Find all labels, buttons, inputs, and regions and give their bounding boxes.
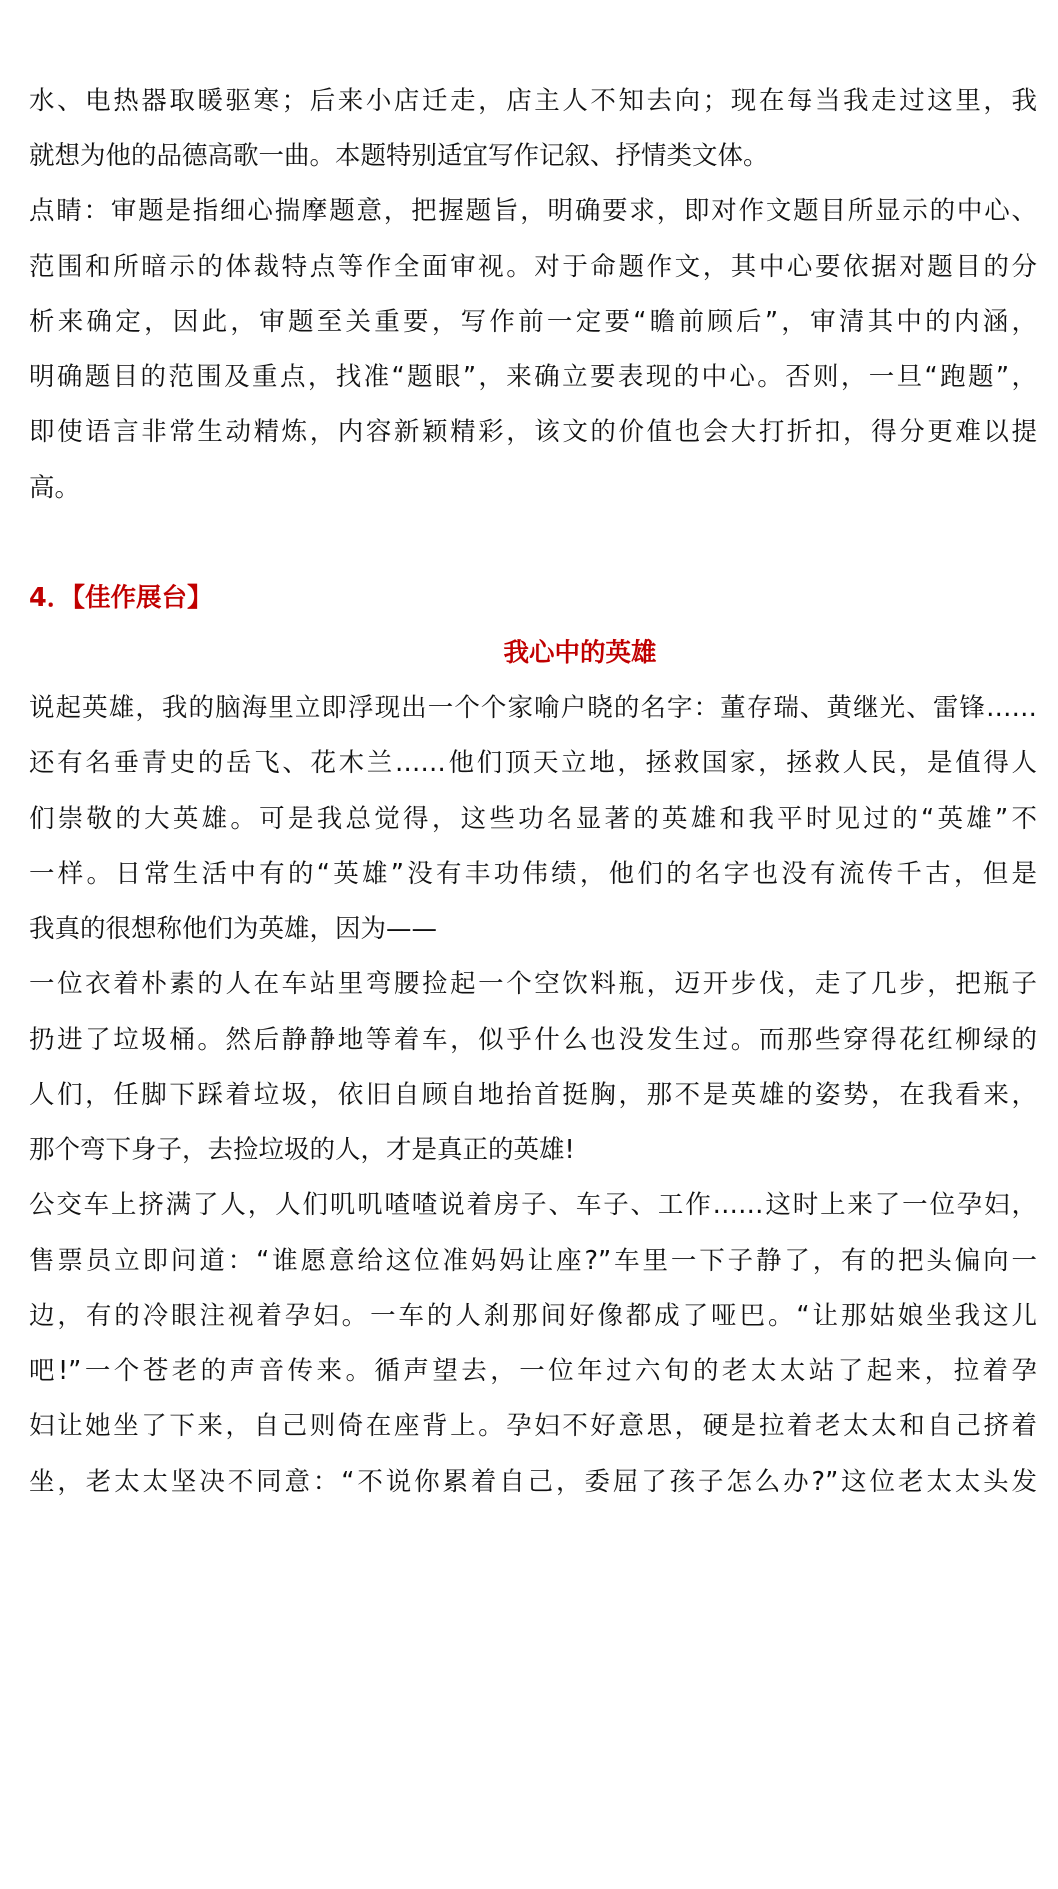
essay-title: 我心中的英雄: [503, 638, 657, 668]
intro-line: 高。: [29, 473, 81, 503]
essay-line: 们崇敬的大英雄。可是我总觉得，这些功名显著的英雄和我平时见过的“英雄”不: [29, 804, 1037, 834]
essay-line: 人们，任脚下踩着垃圾，依旧自顾自地抬首挺胸，那不是英雄的姿势，在我看来，: [29, 1080, 1037, 1110]
intro-line: 点睛：审题是指细心揣摩题意，把握题旨，明确要求，即对作文题目所显示的中心、: [29, 196, 1037, 226]
essay-line: 说起英雄，我的脑海里立即浮现出一个个家喻户晓的名字：董存瑞、黄继光、雷锋……: [29, 693, 1037, 723]
intro-line: 明确题目的范围及重点，找准“题眼”，来确立要表现的中心。否则，一旦“跑题”，: [29, 362, 1037, 392]
essay-line: 坐，老太太坚决不同意：“不说你累着自己，委屈了孩子怎么办?”这位老太太头发: [29, 1467, 1037, 1497]
essay-line: 售票员立即问道：“谁愿意给这位准妈妈让座?”车里一下子静了，有的把头偏向一: [29, 1246, 1037, 1276]
essay-line: 我真的很想称他们为英雄，因为——: [29, 914, 438, 944]
essay-line: 公交车上挤满了人，人们叽叽喳喳说着房子、车子、工作……这时上来了一位孕妇，: [29, 1190, 1037, 1220]
intro-line: 即使语言非常生动精炼，内容新颖精彩，该文的价值也会大打折扣，得分更难以提: [29, 417, 1037, 447]
essay-line: 还有名垂青史的岳飞、花木兰……他们顶天立地，拯救国家，拯救人民，是值得人: [29, 748, 1037, 778]
intro-line: 范围和所暗示的体裁特点等作全面审视。对于命题作文，其中心要依据对题目的分: [29, 252, 1037, 282]
essay-line: 边，有的冷眼注视着孕妇。一车的人刹那间好像都成了哑巴。“让那姑娘坐我这儿: [29, 1301, 1037, 1331]
essay-line: 那个弯下身子，去捡垃圾的人，才是真正的英雄!: [29, 1135, 575, 1165]
essay-line: 扔进了垃圾桶。然后静静地等着车，似乎什么也没发生过。而那些穿得花红柳绿的: [29, 1025, 1037, 1055]
essay-line: 一样。日常生活中有的“英雄”没有丰功伟绩，他们的名字也没有流传千古，但是: [29, 859, 1037, 889]
essay-line: 一位衣着朴素的人在车站里弯腰捡起一个空饮料瓶，迈开步伐，走了几步，把瓶子: [29, 969, 1037, 999]
essay-line: 吧!”一个苍老的声音传来。循声望去，一位年过六旬的老太太站了起来，拉着孕: [29, 1356, 1037, 1386]
intro-line: 析来确定，因此，审题至关重要，写作前一定要“瞻前顾后”，审清其中的内涵，: [29, 307, 1037, 337]
intro-line: 水、电热器取暖驱寒；后来小店迁走，店主人不知去向；现在每当我走过这里，我: [29, 86, 1037, 116]
section-heading: 4．【佳作展台】: [29, 583, 213, 613]
intro-line: 就想为他的品德高歌一曲。本题特别适宜写作记叙、抒情类文体。: [29, 141, 769, 171]
essay-line: 妇让她坐了下来，自己则倚在座背上。孕妇不好意思，硬是拉着老太太和自己挤着: [29, 1411, 1037, 1441]
